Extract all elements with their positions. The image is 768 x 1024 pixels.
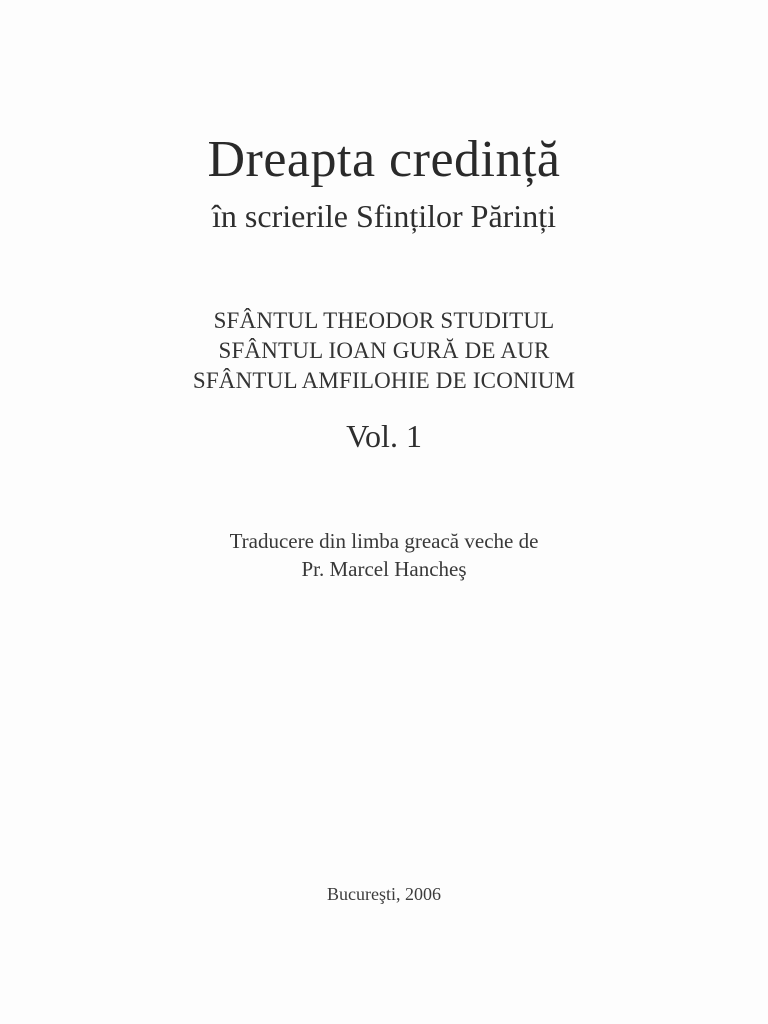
volume-label: Vol. 1 (346, 418, 422, 454)
translator-name: Pr. Marcel Hancheş (301, 557, 467, 581)
place-year: Bucureşti, 2006 (327, 884, 441, 904)
translation-line: Traducere din limba greacă veche de (229, 529, 539, 553)
translation-credit (0, 527, 768, 583)
authors-block (0, 306, 768, 396)
author-line: SFÂNTUL THEODOR STUDITUL (213, 308, 555, 333)
book-subtitle: în scrierile Sfinților Părinți (212, 198, 556, 234)
author-line: SFÂNTUL IOAN GURĂ DE AUR (218, 338, 550, 363)
author-line: SFÂNTUL AMFILOHIE DE ICONIUM (192, 368, 576, 393)
book-title: Dreapta credință (207, 131, 561, 188)
